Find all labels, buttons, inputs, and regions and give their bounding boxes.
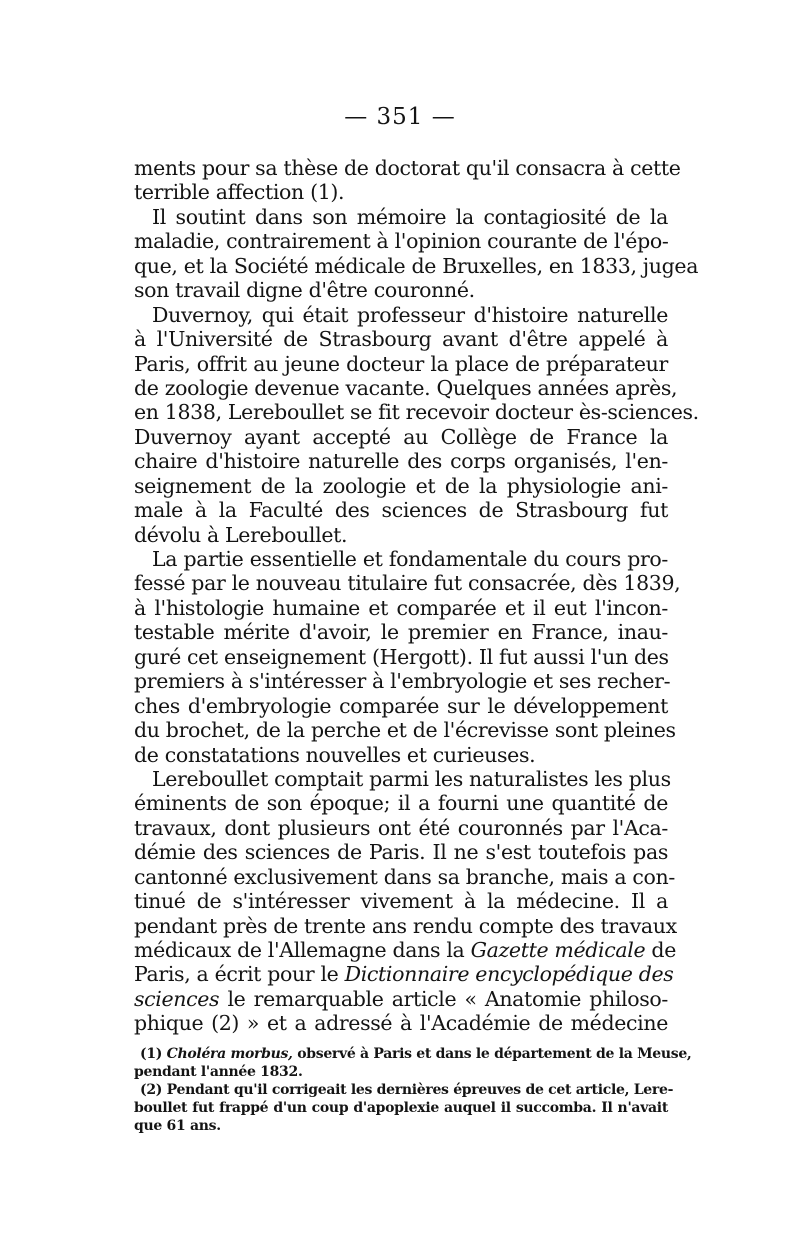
- body-line: [134, 474, 668, 498]
- body-line-text: à l'Université de Strasbourg avant d'être appelé à: [134, 327, 668, 352]
- body-line: [134, 889, 668, 913]
- body-line: [134, 694, 668, 718]
- body-line: [134, 913, 677, 938]
- body-line-text: chaire d'histoire naturelle des corps organisés, l'en-: [134, 449, 668, 474]
- body-line: [134, 205, 668, 229]
- body-line-text: phique (2) » et a adressé à l'Académie de médecine: [134, 1011, 668, 1036]
- footnote-line: [134, 1045, 692, 1063]
- body-line-text: de zoologie devenue vacante. Quelques années après,: [134, 375, 678, 400]
- body-line: [134, 766, 671, 791]
- body-line-text: cantonné exclusivement dans sa branche, mais a con-: [134, 864, 675, 889]
- body-line: [134, 596, 668, 620]
- body-line-text: ches d'embryologie comparée sur le développement: [134, 693, 668, 718]
- body-line-italic: Dictionnaire encyclopédique des: [344, 962, 674, 987]
- body-line: [134, 1011, 668, 1035]
- body-line: [134, 547, 668, 571]
- footnote-line: [134, 1117, 668, 1135]
- body-line-text: ments pour sa thèse de doctorat qu'il consacra à cette: [134, 156, 681, 180]
- footnote-line-text: boullet fut frappé d'un coup d'apoplexie auquel il succomba. Il n'avait: [134, 1100, 668, 1116]
- footnote-line: [134, 1063, 668, 1081]
- body-line-text: Duvernoy, qui était professeur d'histoire naturelle: [152, 302, 668, 327]
- body-line: [134, 840, 668, 864]
- body-line-text: son travail digne d'être couronné.: [134, 278, 475, 303]
- body-line: [134, 425, 668, 449]
- body-line: [134, 156, 681, 180]
- body-line-text: Paris, a écrit pour le: [134, 962, 345, 987]
- body-line: [134, 987, 668, 1011]
- body-line-text: premiers à s'intéresser à l'embryologie et ses recher-: [134, 669, 671, 694]
- page-number: — 351 —: [344, 104, 456, 130]
- body-line: [134, 816, 668, 840]
- body-line: [134, 449, 668, 473]
- body-line: [134, 743, 668, 767]
- body-line: [134, 962, 674, 987]
- footnote-line-text: que 61 ans.: [134, 1118, 221, 1134]
- body-line-text: testable mérite d'avoir, le premier en France, inau-: [134, 620, 668, 645]
- body-line-text: dévolu à Lereboullet.: [134, 522, 348, 547]
- body-line-text: terrible affection (1).: [134, 180, 345, 205]
- footnote-line-text: observé à Paris et dans le département de la Meuse,: [292, 1046, 692, 1062]
- body-line: [134, 791, 668, 815]
- body-line-text: maladie, contrairement à l'opinion courante de l'épo-: [134, 229, 669, 254]
- footnote-line: [134, 1099, 668, 1117]
- body-line: [134, 864, 675, 889]
- body-line-text: seignement de la zoologie et de la physiologie ani-: [134, 473, 668, 498]
- body-text: [134, 156, 699, 1036]
- body-line-text: démie des sciences de Paris. Il ne s'est toutefois pas: [134, 840, 668, 865]
- body-line-text: guré cet enseignement (Hergott). Il fut aussi l'un des: [134, 644, 669, 669]
- footnote-line-italic: Choléra morbus,: [166, 1046, 293, 1062]
- body-line-text: à l'histologie humaine et comparée et il eut l'incon-: [134, 595, 668, 620]
- body-line-text: de: [645, 938, 676, 962]
- body-line: [134, 523, 668, 547]
- body-line-text: que, et la Société médicale de Bruxelles, en 1833, jugea: [134, 253, 699, 278]
- body-line-text: Lereboullet comptait parmi les naturalistes les plus: [152, 766, 671, 791]
- body-line: [134, 229, 668, 253]
- body-line: [134, 498, 668, 522]
- body-line: [134, 352, 668, 376]
- body-line: [134, 278, 668, 302]
- body-line: [134, 303, 668, 327]
- body-line: [134, 645, 668, 669]
- body-line-text: en 1838, Lereboullet se fit recevoir docteur ès-sciences.: [134, 400, 699, 425]
- body-line: [134, 327, 668, 351]
- footnotes: [134, 1045, 692, 1135]
- body-line: [134, 375, 678, 400]
- body-line-text: Il soutint dans son mémoire la contagiosité de la: [152, 204, 668, 229]
- footnote-line-text: pendant l'année 1832.: [134, 1064, 303, 1080]
- body-line: [134, 400, 699, 425]
- body-line-text: éminents de son époque; il a fourni une quantité de: [134, 791, 668, 816]
- body-line-text: pendant près de trente ans rendu compte des travaux: [134, 913, 677, 938]
- body-line-italic: sciences: [134, 986, 220, 1011]
- body-line-text: La partie essentielle et fondamentale du cours pro-: [152, 547, 668, 571]
- body-line: [134, 253, 699, 278]
- body-line: [134, 571, 681, 596]
- body-line-text: de constatations nouvelles et curieuses.: [134, 742, 536, 767]
- body-line-text: Duvernoy ayant accepté au Collège de France la: [134, 424, 668, 449]
- body-line: [134, 718, 676, 743]
- body-line: [134, 669, 671, 694]
- body-line-text: tinué de s'intéresser vivement à la médecine. Il a: [134, 889, 668, 914]
- body-line-text: fessé par le nouveau titulaire fut consacrée, dès 1839,: [134, 571, 681, 596]
- body-line-text: du brochet, de la perche et de l'écrevisse sont pleines: [134, 718, 676, 743]
- body-line: [134, 938, 676, 962]
- body-line-text: médicaux de l'Allemagne dans la: [134, 938, 471, 962]
- body-line: [134, 180, 668, 204]
- body-line-text: Paris, offrit au jeune docteur la place de préparateur: [134, 351, 668, 376]
- footnote-line-text: (1): [140, 1046, 167, 1062]
- footnote-line-text: (2) Pendant qu'il corrigeait les dernières épreuves de cet article, Lere-: [140, 1082, 674, 1098]
- body-line-text: travaux, dont plusieurs ont été couronnés par l'Aca-: [134, 815, 668, 840]
- footnote-line: [134, 1081, 674, 1099]
- body-line-italic: Gazette médicale: [470, 938, 646, 962]
- body-line-text: le remarquable article « Anatomie philoso-: [219, 986, 668, 1011]
- body-line-text: male à la Faculté des sciences de Strasbourg fut: [134, 498, 668, 523]
- body-line: [134, 620, 668, 644]
